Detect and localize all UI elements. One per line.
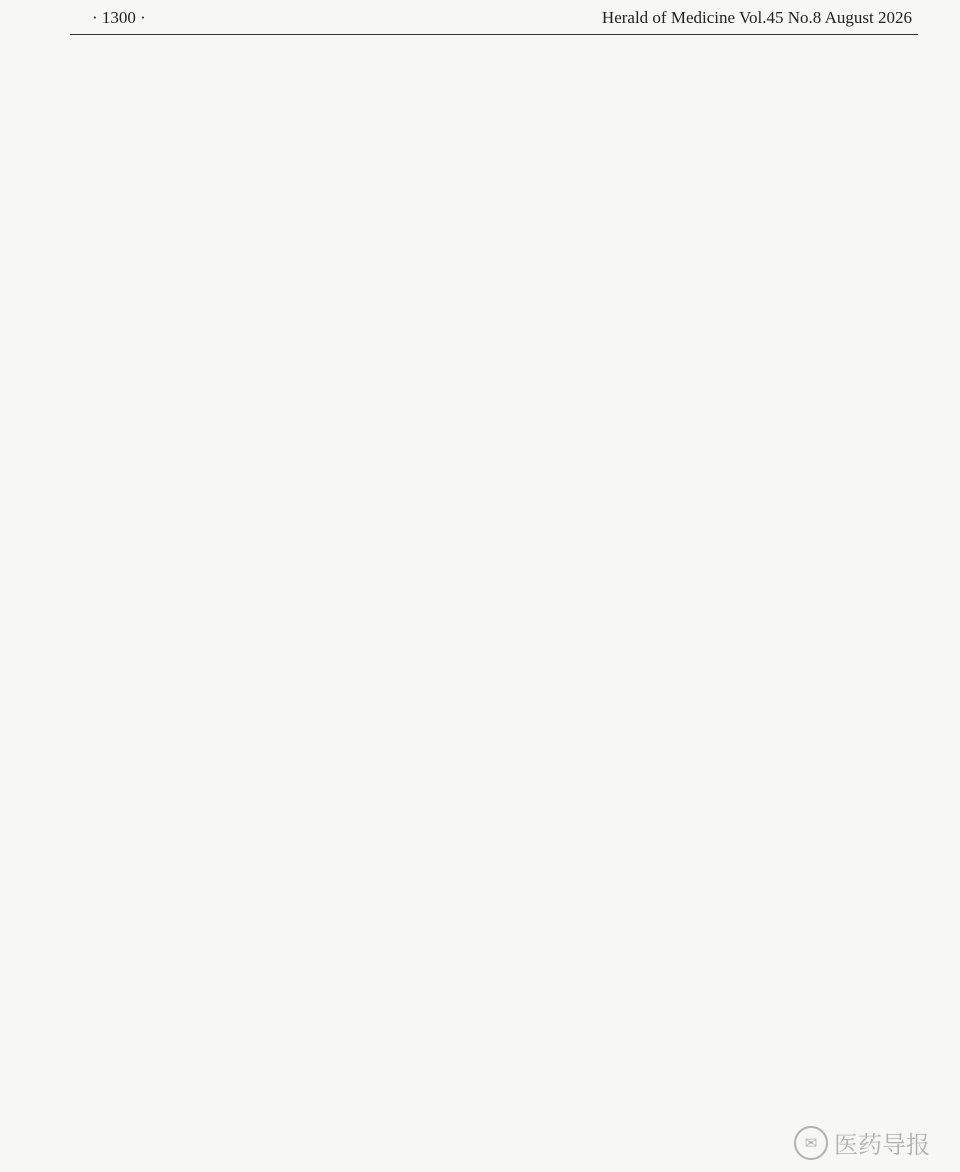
wechat-icon: ✉ (794, 1126, 828, 1160)
watermark-text: 医药导报 (834, 1131, 930, 1159)
page-number: · 1300 · (92, 8, 146, 27)
running-header (70, 4, 918, 35)
watermark (794, 1125, 930, 1160)
journal-citation: Herald of Medicine Vol.45 No.8 August 2026 (601, 8, 912, 27)
